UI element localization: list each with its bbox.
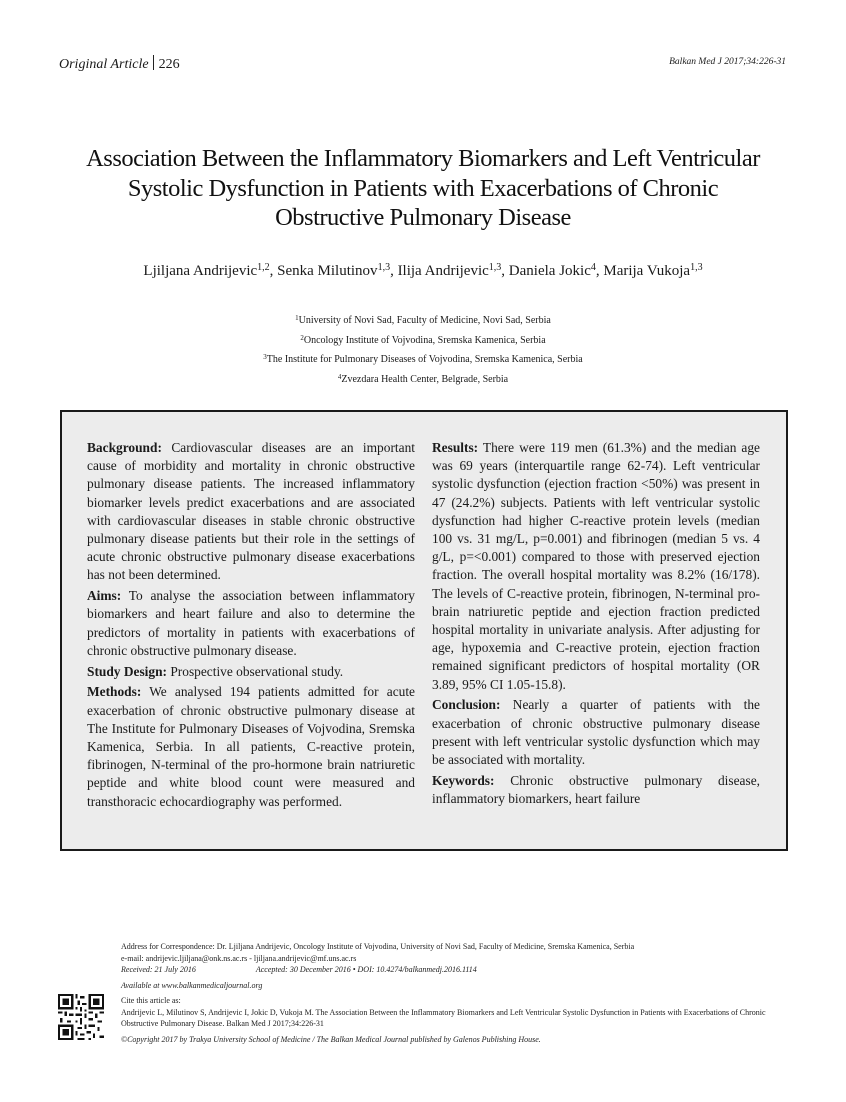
affiliation: $^4$Zvezdara Health Center, Belgrade, Serbia (337, 372, 509, 385)
affiliation: $^2$Oncology Institute of Vojvodina, Sremska Kamenica, Serbia (300, 333, 546, 346)
author: Marija Vukoja$^{1,3}$ (603, 262, 703, 279)
copyright: ©Copyright 2017 by Trakya University School of Medicine / The Balkan Medical Journal published by Galenos Publishing House. (121, 1034, 541, 1044)
author: Ilija Andrijevic$^{1,3}$, (397, 262, 509, 279)
abstract-column-left (87, 439, 415, 813)
correspondence-email: e-mail: andrijevic.ljiljana@onk.ns.ac.rs - ljiljana.andrijevic@mf.uns.ac.rs (121, 953, 357, 963)
correspondence-address: Address for Correspondence: Dr. Ljiljana Andrijevic, Oncology Institute of Vojvodina, University of Novi Sad, Faculty of Medicine, Sremska Kamenica, Serbia (121, 942, 635, 951)
page-number: 226 (158, 57, 180, 72)
author: Ljiljana Andrijevic$^{1,2}$, (143, 262, 278, 279)
affiliation: $^1$University of Novi Sad, Faculty of Medicine, Novi Sad, Serbia (295, 314, 551, 326)
affiliation: $^3$The Institute for Pulmonary Diseases of Vojvodina, Sremska Kamenica, Serbia (263, 353, 583, 365)
author: Daniela Jokic$^4$, (508, 262, 604, 279)
abstract-aims: Aims: To analyse the association between inflammatory biomarkers and heart failure and also to determine the predictors of mortality in patients with exacerbations of chronic obstructive pulmonary disease. (87, 588, 415, 658)
header-divider (153, 55, 154, 70)
journal-citation: Balkan Med J 2017;34:226-31 (669, 57, 786, 67)
abstract-methods: Methods: We analysed 194 patients admitted for acute exacerbation of chronic obstructive pulmonary disease at The Institute for Pulmonary Diseases of Vojvodina, Sremska Kamenica, Serbia. In all patients, C-reactive protein, fibrinogen, N-terminal of the pro-hormone brain natriuretic peptide and white blood count were measured and transthoracic echocardiography was performed. (87, 684, 415, 809)
available-at-link[interactable]: Available at www.balkanmedicaljournal.org (121, 980, 263, 990)
accepted-date-doi[interactable]: Accepted: 30 December 2016 • DOI: 10.4274/balkanmedj.2016.1114 (255, 965, 477, 974)
title-line: Association Between the Inflammatory Biomarkers and Left Ventricular (86, 145, 760, 172)
running-header-left (59, 55, 180, 73)
abstract-box (60, 410, 788, 851)
affiliation-list (40, 310, 806, 388)
section-label: Original Article (59, 57, 149, 72)
article-footer (121, 941, 801, 1045)
author-list (40, 262, 806, 280)
abstract-keywords: Keywords: Chronic obstructive pulmonary disease, inflammatory biomarkers, heart failure (432, 772, 760, 807)
author: Senka Milutinov$^{1,3}$, (277, 262, 398, 279)
abstract-background: Background: Cardiovascular diseases are an important cause of morbidity and mortality in chronic obstructive pulmonary disease patients. The increased inflammatory biomarker levels predict exacerbations and are associated with cardiovascular diseases in stable chronic obstructive pulmonary disease patients but their role in the settings of acute chronic obstructive pulmonary disease exacerbations has not been determined. (87, 440, 415, 583)
cite-label: Cite this article as: (121, 996, 181, 1005)
abstract-study-design: Study Design: Prospective observational study. (87, 663, 344, 679)
cite-text: Andrijevic L, Milutinov S, Andrijevic I, Jokic D, Vukoja M. The Association Between the Inflammatory Biomarkers and Left Ventricular Systolic Dysfunction in Patients with Exacerbations of Chronic Obstructive Pulmonary Disease. Balkan Med J 2017;34:226-31 (121, 1007, 766, 1028)
abstract-column-right (432, 439, 760, 811)
article-dates (121, 964, 801, 976)
abstract-conclusion: Conclusion: Nearly a quarter of patients with the exacerbation of chronic obstructive pulmonary disease present with left ventricular systolic dysfunction which may be associated with mortality. (432, 697, 760, 768)
title-line: Obstructive Pulmonary Disease (275, 204, 571, 231)
article-title (40, 144, 806, 233)
abstract-results: Results: There were 119 men (61.3%) and the median age was 69 years (interquartile range 62-74). Left ventricular systolic dysfunction (ejection fraction <50%) was present in 47 (24.2%) subjects. Patients with left ventricular systolic dysfunction had higher C-reactive protein levels (median 100 vs. 31 mg/L, p=0.001) and fibrinogen (median 5 vs. 4 g/L, p=<0.001) compared to those with preserved ejection fraction. The overall hospital mortality was 8.2% (16/178). The levels of C-reactive protein, fibrinogen, N-terminal pro-brain natriuretic peptide and ejection fraction predicted hospital mortality in univariate analysis. After adjusting for age, hypoxemia and C-reactive protein, ejection fraction remained significant predictors of hospital mortality (OR 3.89, 95% CI 1.05-15.8). (432, 440, 760, 692)
qr-code-icon[interactable] (58, 994, 104, 1040)
title-line: Systolic Dysfunction in Patients with Exacerbations of Chronic (127, 174, 719, 202)
received-date: Received: 21 July 2016 (121, 965, 196, 974)
